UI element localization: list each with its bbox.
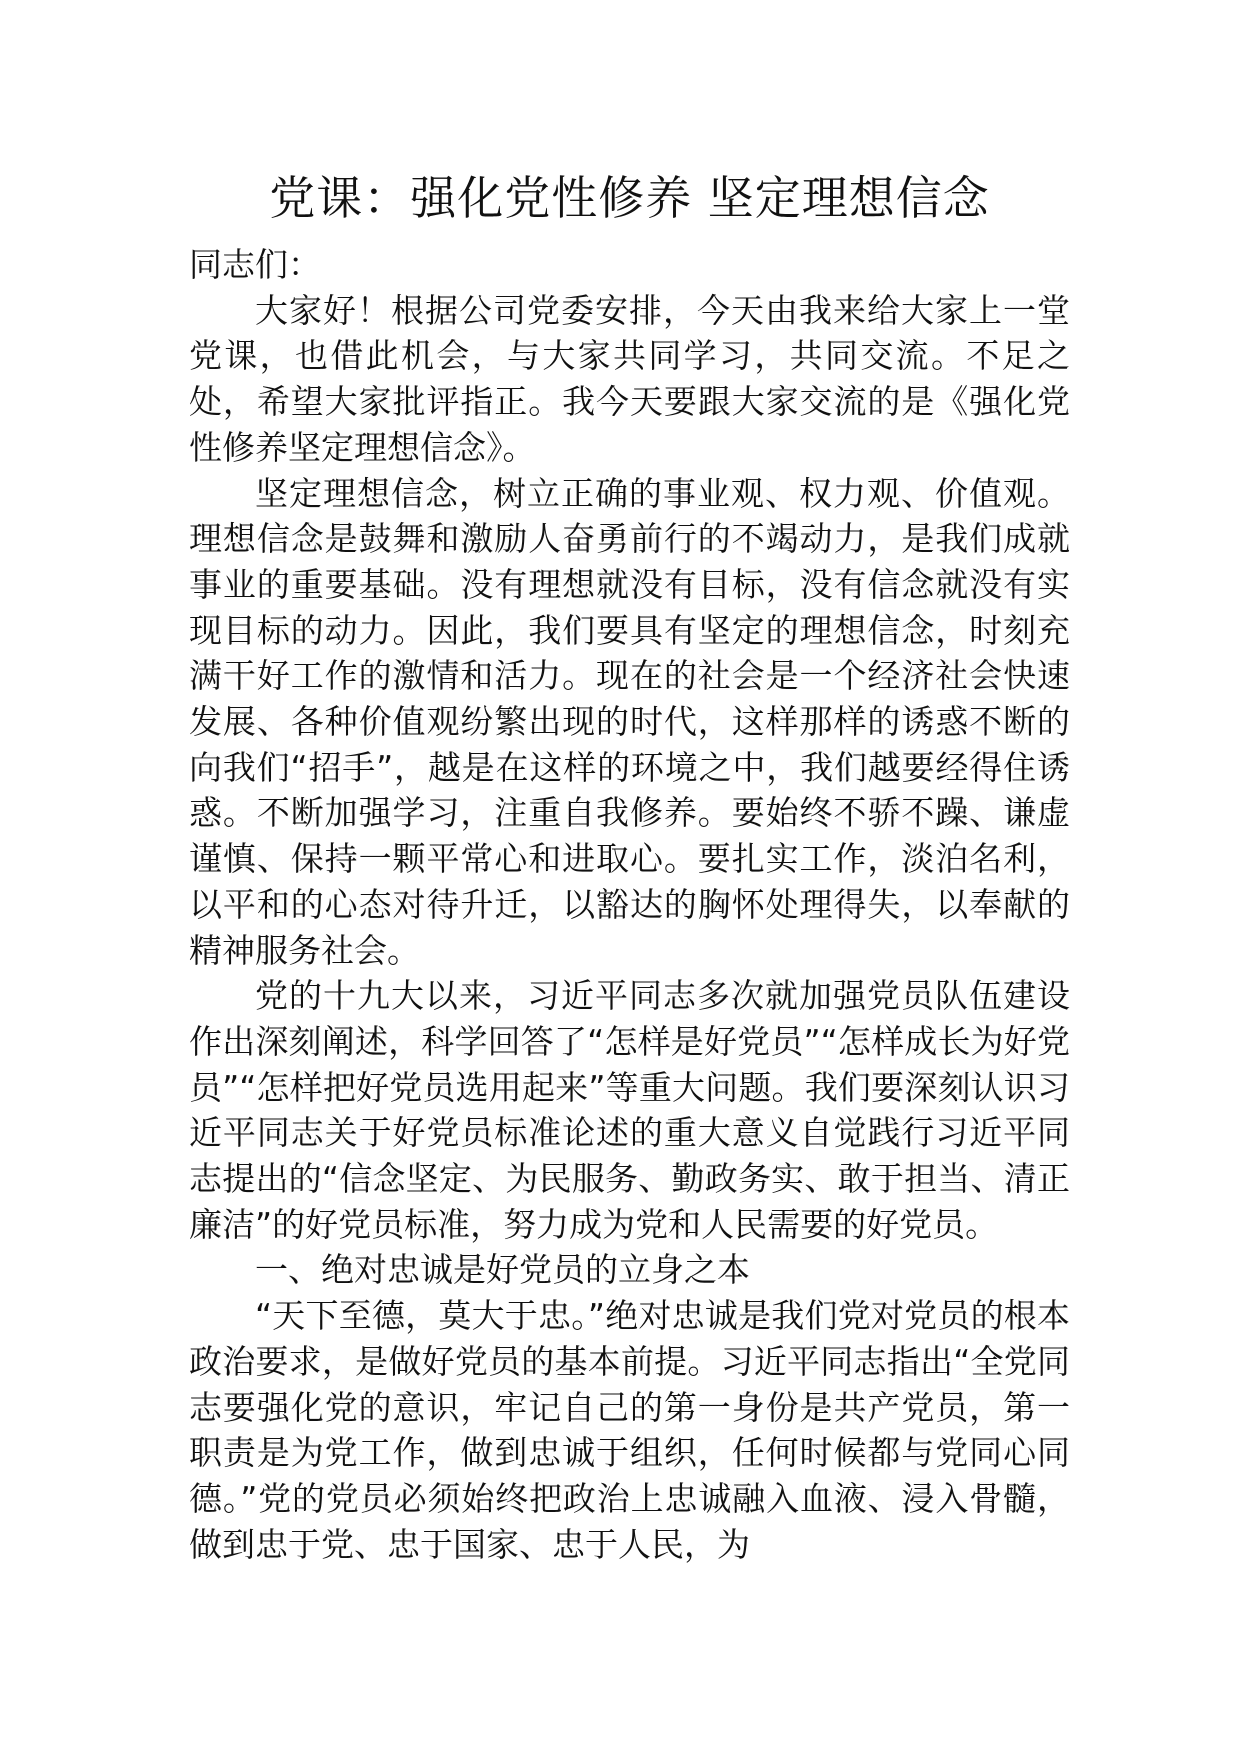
section-heading-loyalty: 一、绝对忠诚是好党员的立身之本 [255, 1250, 750, 1290]
paragraph-loyalty: “天下至德，莫大于忠。”绝对忠诚是我们党对党员的根本政治要求，是做好党员的基本前提。习近平同志指出“全党同志要强化党的意识，牢记自己的第一身份是共产党员，第一职责是为党工作，做到忠诚于组织，任何时候都与党同心同德。”党的党员必须始终把政治上忠诚融入血液、浸入骨髓，做到忠于党、忠于国家、忠于人民，为 [189, 1296, 1070, 1564]
paragraph-intro: 大家好！根据公司党委安排，今天由我来给大家上一堂党课，也借此机会，与大家共同学习，共同交流。不足之处，希望大家批评指正。我今天要跟大家交流的是《强化党性修养坚定理想信念》。 [189, 290, 1070, 467]
paragraph-good-member-standards: 党的十九大以来，习近平同志多次就加强党员队伍建设作出深刻阐述，科学回答了“怎样是好党员”“怎样成长为好党员”“怎样把好党员选用起来”等重大问题。我们要深刻认识习近平同志关于好党员标准论述的重大意义自觉践行习近平同志提出的“信念坚定、为民服务、勤政务实、敢于担当、清正廉洁”的好党员标准，努力成为党和人民需要的好党员。 [189, 976, 1070, 1244]
document-title: 党课：强化党性修养 坚定理想信念 [269, 171, 990, 225]
greeting-line: 同志们： [189, 245, 321, 284]
document-body [189, 242, 1070, 1567]
paragraph-ideals: 坚定理想信念，树立正确的事业观、权力观、价值观。理想信念是鼓舞和激励人奋勇前行的不竭动力，是我们成就事业的重要基础。没有理想就没有目标，没有信念就没有实现目标的动力。因此，我们要具有坚定的理想信念，时刻充满干好工作的激情和活力。现在的社会是一个经济社会快速发展、各种价值观纷繁出现的时代，这样那样的诱惑不断的向我们“招手”，越是在这样的环境之中，我们越要经得住诱惑。不断加强学习，注重自我修养。要始终不骄不躁、谦虚谨慎、保持一颗平常心和进取心。要扎实工作，淡泊名利，以平和的心态对待升迁，以豁达的胸怀处理得失，以奉献的精神服务社会。 [189, 473, 1070, 970]
